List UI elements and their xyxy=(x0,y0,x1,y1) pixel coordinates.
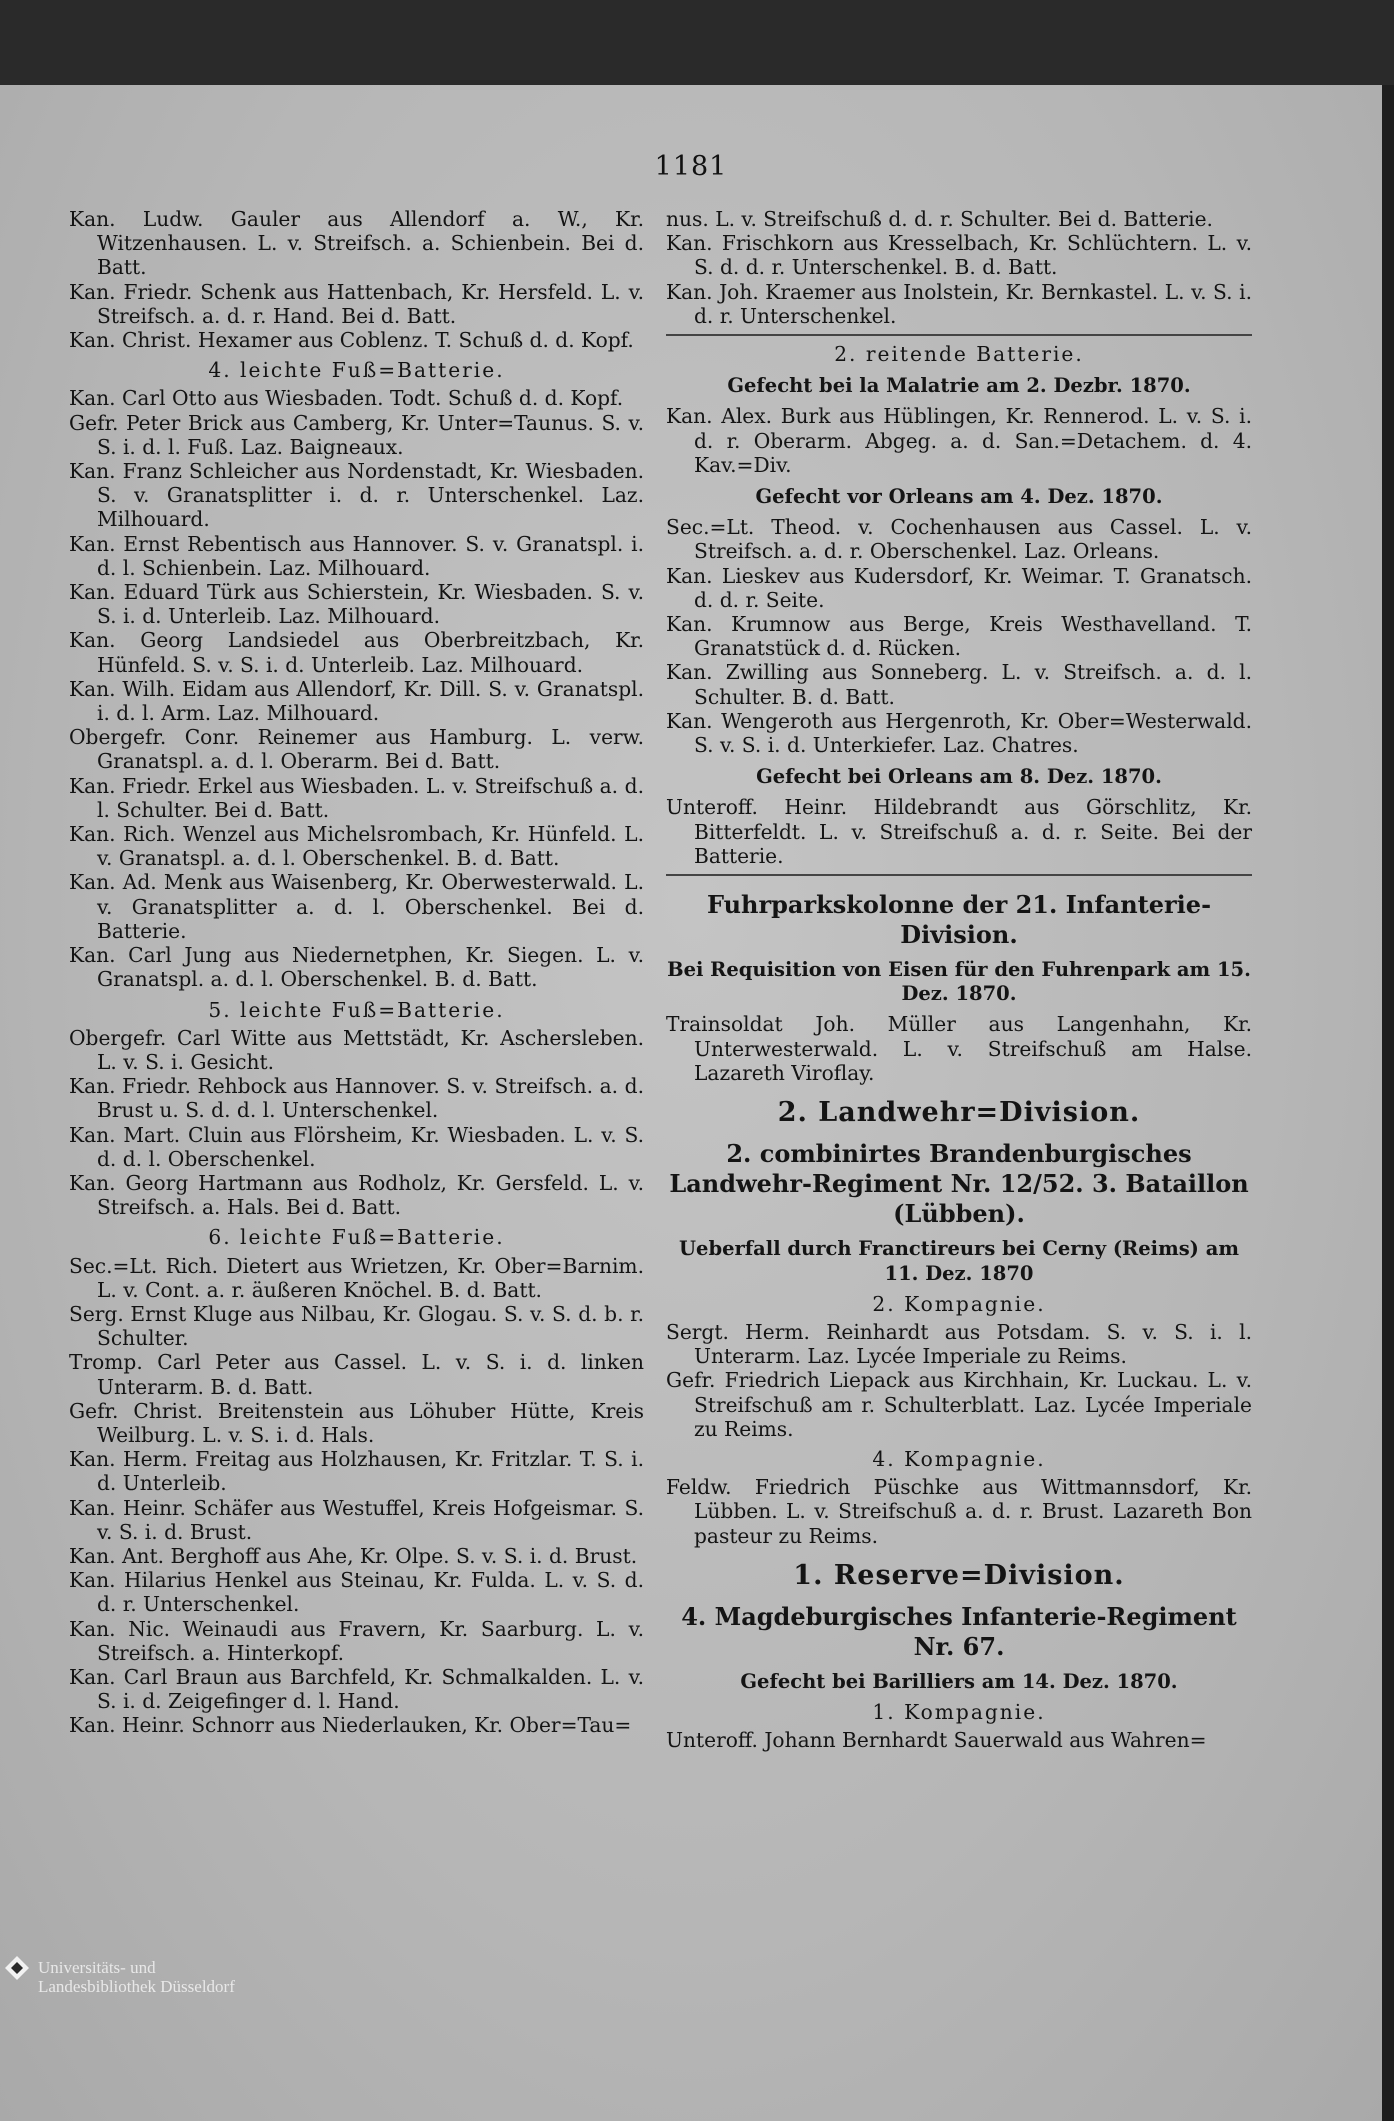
scan-edge xyxy=(1382,85,1394,2121)
casualty-entry: Kan. Frischkorn aus Kresselbach, Kr. Schlüchtern. L. v. S. d. d. r. Unterschenkel. B. d. Batt. xyxy=(666,231,1252,280)
engagement-heading: Gefecht bei Orleans am 8. Dez. 1870. xyxy=(756,765,1162,789)
casualty-entry: Feldw. Friedrich Püschke aus Wittmannsdorf, Kr. Lübben. L. v. Streifschuß a. d. r. Brust. Lazareth Bon pasteur zu Reims. xyxy=(666,1475,1252,1548)
casualty-entry: Sec.=Lt. Rich. Dietert aus Wrietzen, Kr. Ober=Barnim. L. v. Cont. a. r. äußeren Knöchel. B. d. Batt. xyxy=(69,1253,644,1302)
casualty-entry: nus. L. v. Streifschuß d. d. r. Schulter. Bei d. Batterie. xyxy=(666,207,1213,231)
scanned-page xyxy=(0,85,1382,2121)
casualty-entry: Kan. Carl Otto aus Wiesbaden. Todt. Schuß d. d. Kopf. xyxy=(69,386,624,411)
engagement-heading: Gefecht bei Barilliers am 14. Dez. 1870. xyxy=(740,1669,1178,1693)
casualty-entry: Obergefr. Carl Witte aus Mettstädt, Kr. Aschersleben. L. v. S. i. Gesicht. xyxy=(69,1025,644,1074)
casualty-entry: Kan. Franz Schleicher aus Nordenstadt, Kr. Wiesbaden. S. v. Granatsplitter i. d. r. Unterschenkel. Laz. Milhouard. xyxy=(69,459,644,532)
unit-heading: 4. Kompagnie. xyxy=(872,1446,1046,1471)
watermark-line-2: Landesbibliothek Düsseldorf xyxy=(38,1977,235,1996)
casualty-entry: Unteroff. Johann Bernhardt Sauerwald aus Wahren= xyxy=(666,1728,1207,1753)
casualty-entry: Kan. Nic. Weinaudi aus Fravern, Kr. Saarburg. L. v. Streifsch. a. Hinterkopf. xyxy=(69,1616,644,1665)
section-divider xyxy=(666,874,1252,876)
casualty-entry: Kan. Lieskev aus Kudersdorf, Kr. Weimar. T. Granatsch. d. d. r. Seite. xyxy=(666,563,1252,612)
unit-heading: 5. leichte Fuß=Batterie. xyxy=(208,997,505,1022)
casualty-entry: Obergefr. Conr. Reinemer aus Hamburg. L. verw. Granatspl. a. d. l. Oberarm. Bei d. Batt. xyxy=(69,725,644,774)
page-number: 1181 xyxy=(654,151,728,182)
casualty-entry: Sergt. Herm. Reinhardt aus Potsdam. S. v. S. i. l. Unterarm. Laz. Lycée Imperiale zu Reims. xyxy=(666,1319,1252,1369)
unit-heading: 2. Kompagnie. xyxy=(872,1291,1046,1316)
unit-heading: 4. leichte Fuß=Batterie. xyxy=(208,358,505,383)
engagement-heading: Gefecht bei la Malatrie am 2. Dezbr. 1870. xyxy=(727,374,1191,398)
casualty-entry: Kan. Friedr. Schenk aus Hattenbach, Kr. Hersfeld. L. v. Streifsch. a. d. r. Hand. Bei d. Batt. xyxy=(69,279,644,328)
casualty-entry: Kan. Mart. Cluin aus Flörsheim, Kr. Wiesbaden. L. v. S. d. d. l. Oberschenkel. xyxy=(69,1122,644,1171)
casualty-entry: Kan. Georg Hartmann aus Rodholz, Kr. Gersfeld. L. v. Streifsch. a. Hals. Bei d. Batt. xyxy=(69,1170,644,1220)
engagement-heading: Bei Requisition von Eisen für den Fuhrenpark am 15. Dez. 1870. xyxy=(667,958,1251,1006)
casualty-entry: Kan. Eduard Türk aus Schierstein, Kr. Wiesbaden. S. v. S. i. d. Unterleib. Laz. Milhouard. xyxy=(69,580,644,629)
casualty-entry: Kan. Ad. Menk aus Waisenberg, Kr. Oberwesterwald. L. v. Granatsplitter a. d. l. Oberschenkel. Bei d. Batterie. xyxy=(69,870,644,943)
section-divider xyxy=(666,334,1252,336)
regiment-heading: 2. combinirtes Brandenburgisches Landwehr-Regiment Nr. 12/52. 3. Bataillon (Lübben). xyxy=(669,1139,1249,1229)
casualty-entry: Kan. Friedr. Erkel aus Wiesbaden. L. v. Streifschuß a. d. l. Schulter. Bei d. Batt. xyxy=(69,773,644,822)
casualty-entry: Kan. Ant. Berghoff aus Ahe, Kr. Olpe. S. v. S. i. d. Brust. xyxy=(69,1543,638,1568)
casualty-entry: Kan. Ernst Rebentisch aus Hannover. S. v. Granatspl. i. d. l. Schienbein. Laz. Milhouard. xyxy=(69,531,644,580)
unit-heading: 1. Kompagnie. xyxy=(872,1700,1046,1725)
division-heading: 1. Reserve=Division. xyxy=(793,1559,1125,1591)
casualty-entry: Tromp. Carl Peter aus Cassel. L. v. S. i. d. linken Unterarm. B. d. Batt. xyxy=(69,1350,644,1399)
casualty-entry: Kan. Heinr. Schnorr aus Niederlauken, Kr. Ober=Tau= xyxy=(69,1713,632,1738)
casualty-entry: Kan. Krumnow aus Berge, Kreis Westhavelland. T. Granatstück d. d. Rücken. xyxy=(666,612,1252,661)
engagement-heading: Gefecht vor Orleans am 4. Dez. 1870. xyxy=(755,485,1163,509)
casualty-entry: Kan. Georg Landsiedel aus Oberbreitzbach, Kr. Hünfeld. S. v. S. i. d. Unterleib. Laz. Milhouard. xyxy=(69,628,644,677)
library-logo-icon xyxy=(4,1955,30,1981)
casualty-entry: Kan. Ludw. Gauler aus Allendorf a. W., Kr. Witzenhausen. L. v. Streifsch. a. Schienbein. Bei d. Batt. xyxy=(69,207,644,280)
watermark-line-1: Universitäts- und xyxy=(38,1958,156,1977)
casualty-entry: Kan. Zwilling aus Sonneberg. L. v. Streifsch. a. d. l. Schulter. B. d. Batt. xyxy=(666,660,1252,709)
casualty-entry: Unteroff. Heinr. Hildebrandt aus Görschlitz, Kr. Bitterfeldt. L. v. Streifschuß a. d. r. Seite. Bei der Batterie. xyxy=(666,795,1252,868)
casualty-entry: Kan. Joh. Kraemer aus Inolstein, Kr. Bernkastel. L. v. S. i. d. r. Unterschenkel. xyxy=(666,279,1252,328)
regiment-heading: 4. Magdeburgisches Infanterie-Regiment Nr. 67. xyxy=(681,1601,1237,1661)
unit-heading: 6. leichte Fuß=Batterie. xyxy=(208,1225,505,1250)
right-column xyxy=(666,207,1252,1753)
casualty-entry: Kan. Carl Braun aus Barchfeld, Kr. Schmalkalden. L. v. S. i. d. Zeigefinger d. l. Hand. xyxy=(69,1664,644,1714)
casualty-entry: Kan. Hilarius Henkel aus Steinau, Kr. Fulda. L. v. S. d. d. r. Unterschenkel. xyxy=(69,1568,644,1617)
casualty-entry: Kan. Wilh. Eidam aus Allendorf, Kr. Dill. S. v. Granatspl. i. d. l. Arm. Laz. Milhouard. xyxy=(69,676,644,726)
casualty-entry: Kan. Rich. Wenzel aus Michelsrombach, Kr. Hünfeld. L. v. Granatspl. a. d. l. Oberschenkel. B. d. Batt. xyxy=(69,822,644,871)
casualty-entry: Kan. Carl Jung aus Niedernetphen, Kr. Siegen. L. v. Granatspl. a. d. l. Oberschenkel. B. d. Batt. xyxy=(69,943,644,992)
unit-heading: 2. reitende Batterie. xyxy=(834,342,1084,367)
casualty-entry: Sec.=Lt. Theod. v. Cochenhausen aus Cassel. L. v. Streifsch. a. d. r. Oberschenkel. Laz. Orleans. xyxy=(666,515,1252,564)
casualty-entry: Kan. Christ. Hexamer aus Coblenz. T. Schuß d. d. Kopf. xyxy=(69,328,634,353)
casualty-entry: Gefr. Peter Brick aus Camberg, Kr. Unter=Taunus. S. v. S. i. d. l. Fuß. Laz. Baigneaux. xyxy=(69,410,644,459)
division-heading: 2. Landwehr=Division. xyxy=(777,1097,1141,1129)
casualty-entry: Kan. Heinr. Schäfer aus Westuffel, Kreis Hofgeismar. S. v. S. i. d. Brust. xyxy=(69,1495,644,1544)
casualty-entry: Kan. Wengeroth aus Hergenroth, Kr. Ober=Westerwald. S. v. S. i. d. Unterkiefer. Laz. Chatres. xyxy=(666,708,1252,758)
casualty-entry: Kan. Herm. Freitag aus Holzhausen, Kr. Fritzlar. T. S. i. d. Unterleib. xyxy=(69,1447,644,1496)
casualty-entry: Serg. Ernst Kluge aus Nilbau, Kr. Glogau. S. v. S. d. b. r. Schulter. xyxy=(69,1301,644,1351)
left-column xyxy=(69,207,644,1738)
casualty-entry: Trainsoldat Joh. Müller aus Langenhahn, Kr. Unterwesterwald. L. v. Streifschuß am Halse. Lazareth Viroflay. xyxy=(666,1012,1252,1085)
casualty-entry: Kan. Alex. Burk aus Hüblingen, Kr. Rennerod. L. v. S. i. d. r. Oberarm. Abgeg. a. d. San.=Detachem. d. 4. Kav.=Div. xyxy=(666,404,1252,477)
casualty-entry: Gefr. Friedrich Liepack aus Kirchhain, Kr. Luckau. L. v. Streifschuß am r. Schulterblatt. Laz. Lycée Imperiale zu Reims. xyxy=(666,1368,1252,1441)
casualty-entry: Gefr. Christ. Breitenstein aus Löhuber Hütte, Kreis Weilburg. L. v. S. i. d. Hals. xyxy=(69,1398,644,1447)
engagement-heading: Ueberfall durch Franctireurs bei Cerny (Reims) am 11. Dez. 1870 xyxy=(679,1237,1239,1285)
library-watermark xyxy=(38,1958,235,1996)
regiment-heading: Fuhrparkskolonne der 21. Infanterie-Division. xyxy=(706,890,1212,950)
casualty-entry: Kan. Friedr. Rehbock aus Hannover. S. v. Streifsch. a. d. Brust u. S. d. d. l. Unterschenkel. xyxy=(69,1074,644,1123)
